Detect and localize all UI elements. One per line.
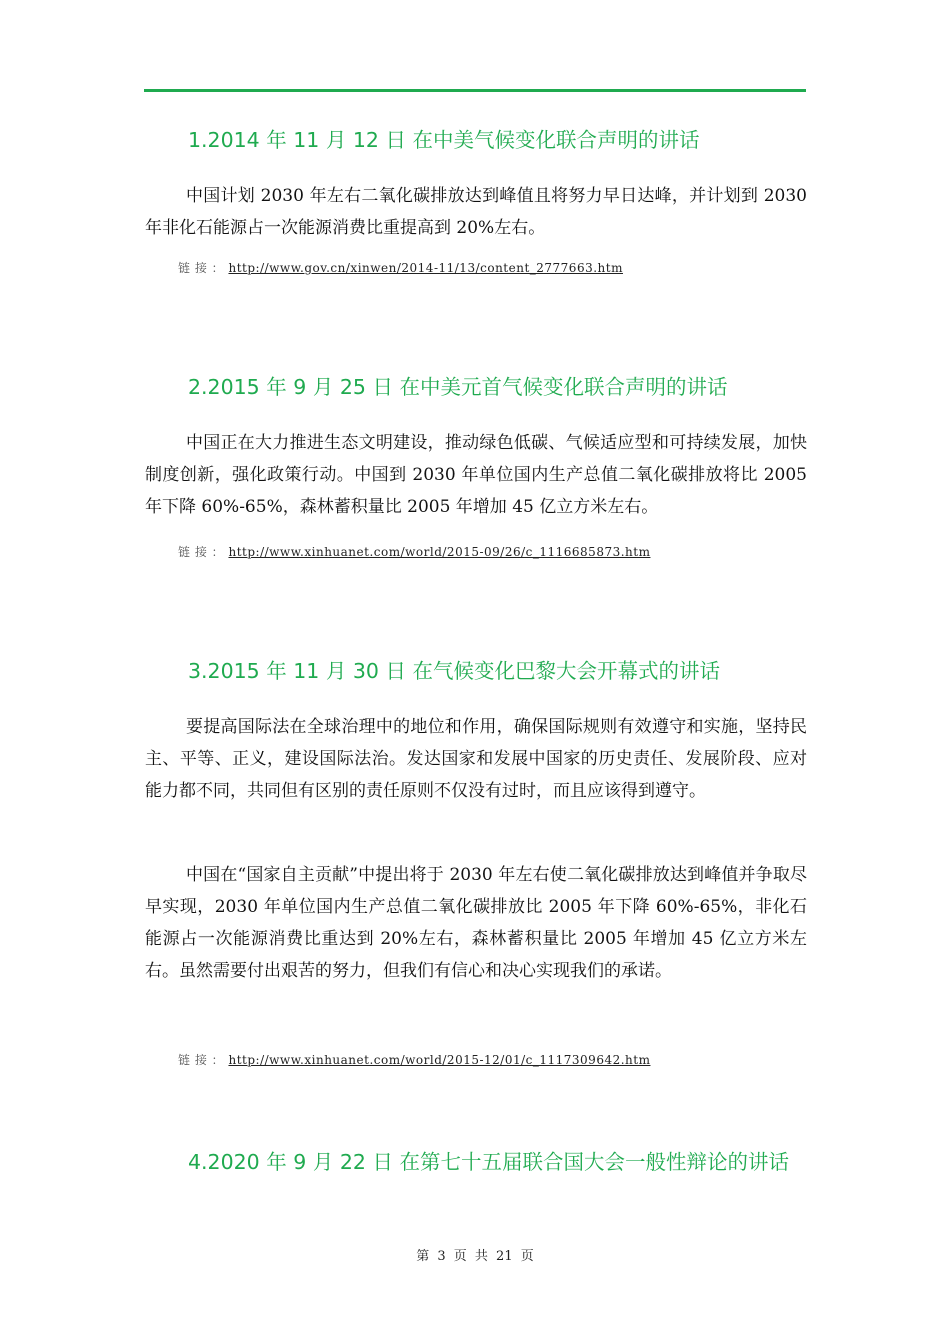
section-3-paragraph-1: 要提高国际法在全球治理中的地位和作用，确保国际规则有效遵守和实施，坚持民主、平等、正义，建设国际法治。发达国家和发展中国家的历史责任、发展阶段、应对能力都不同，共同但有区别的责任原则不仅没有过时，而且应该得到遵守。 <box>145 717 807 801</box>
link-label: 链 接 ： <box>178 545 225 559</box>
section-3-link-line <box>178 1051 650 1068</box>
section-3-heading: 3.2015 年 11 月 30 日 在气候变化巴黎大会开幕式的讲话 <box>188 659 720 683</box>
section-2-paragraph: 中国正在大力推进生态文明建设，推动绿色低碳、气候适应型和可持续发展，加快制度创新，强化政策行动。中国到 2030 年单位国内生产总值二氧化碳排放将比 2005 年下降 60%-65%，森林蓄积量比 2005 年增加 45 亿立方米左右。 <box>145 433 807 517</box>
section-3-paragraph-2: 中国在“国家自主贡献”中提出将于 2030 年左右使二氧化碳排放达到峰值并争取尽早实现，2030 年单位国内生产总值二氧化碳排放比 2005 年下降 60%-65%，非化石能源占一次能源消费比重达到 20%左右，森林蓄积量比 2005 年增加 45 亿立方米左右。虽然需要付出艰苦的努力，但我们有信心和决心实现我们的承诺。 <box>145 865 807 981</box>
section-1-paragraph: 中国计划 2030 年左右二氧化碳排放达到峰值且将努力早日达峰，并计划到 2030 年非化石能源占一次能源消费比重提高到 20%左右。 <box>145 186 807 238</box>
section-2-link[interactable]: http://www.xinhuanet.com/world/2015-09/26/c_1116685873.htm <box>228 545 651 559</box>
header-rule <box>144 89 806 92</box>
link-label: 链 接 ： <box>178 1053 225 1067</box>
section-3-link[interactable]: http://www.xinhuanet.com/world/2015-12/01/c_1117309642.htm <box>228 1053 651 1067</box>
link-label: 链 接 ： <box>178 261 225 275</box>
section-2-heading: 2.2015 年 9 月 25 日 在中美元首气候变化联合声明的讲话 <box>188 375 728 399</box>
section-1-link[interactable]: http://www.gov.cn/xinwen/2014-11/13/content_2777663.htm <box>228 261 623 275</box>
section-1-heading: 1.2014 年 11 月 12 日 在中美气候变化联合声明的讲话 <box>188 128 700 152</box>
section-4-heading: 4.2020 年 9 月 22 日 在第七十五届联合国大会一般性辩论的讲话 <box>188 1150 789 1174</box>
section-2-link-line <box>178 543 650 560</box>
page-number: 第 3 页 共 21 页 <box>416 1249 534 1264</box>
section-1-link-line <box>178 259 623 276</box>
